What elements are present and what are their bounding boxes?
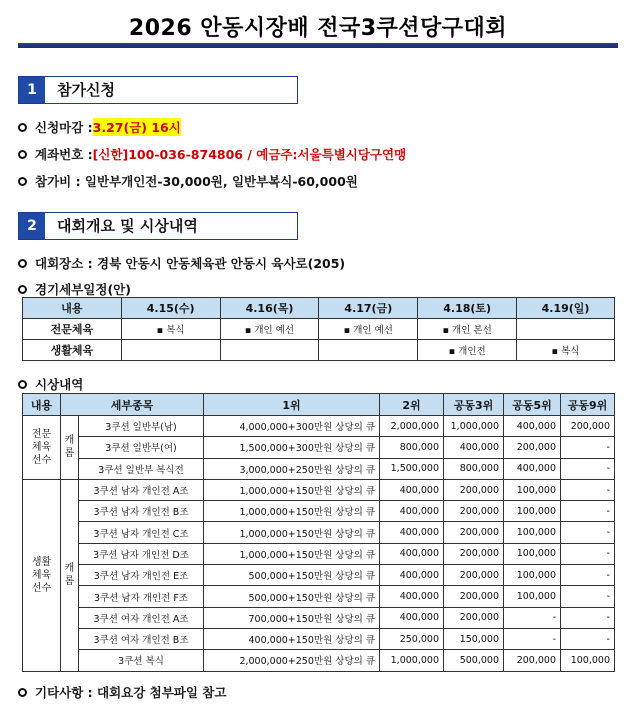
awards-first: 1,000,000+150만원 상당의 큐 xyxy=(204,543,380,564)
awards-second: 400,000 xyxy=(380,607,444,628)
awards-row xyxy=(23,543,615,564)
awards-sub-label xyxy=(61,479,79,671)
awards-ninth: - xyxy=(561,543,615,564)
schedule-row xyxy=(23,340,615,361)
schedule-cell xyxy=(121,340,220,361)
awards-third: 500,000 xyxy=(444,650,504,671)
schedule-label-line xyxy=(18,280,131,298)
schedule-row xyxy=(23,319,615,340)
awards-group-label-line: 체육 xyxy=(31,441,52,453)
section-2-header xyxy=(18,212,298,240)
schedule-row-label: 전문체육 xyxy=(23,319,122,340)
deadline-label: 신청마감 : xyxy=(35,120,93,135)
section-2-number: 2 xyxy=(19,213,45,239)
circle-bullet-icon xyxy=(18,150,27,159)
awards-third: 200,000 xyxy=(444,479,504,500)
awards-ninth: 200,000 xyxy=(561,416,615,437)
awards-sub-label xyxy=(61,416,79,480)
awards-ninth: - xyxy=(561,437,615,458)
schedule-header-cell: 4.18(토) xyxy=(418,298,517,319)
awards-fifth: 400,000 xyxy=(504,416,561,437)
awards-third: 200,000 xyxy=(444,522,504,543)
amateur-rows xyxy=(23,479,615,671)
schedule-header-row xyxy=(23,298,615,319)
awards-header-cell: 세부종목 xyxy=(61,394,204,416)
awards-third: 200,000 xyxy=(444,543,504,564)
circle-bullet-icon xyxy=(18,380,27,389)
awards-first: 700,000+150만원 상당의 큐 xyxy=(204,607,380,628)
schedule-header-cell: 4.16(목) xyxy=(220,298,319,319)
awards-event: 3쿠션 일반부 복식전 xyxy=(79,458,204,479)
awards-first: 1,000,000+150만원 상당의 큐 xyxy=(204,479,380,500)
deadline-line xyxy=(18,118,181,136)
awards-fifth: 200,000 xyxy=(504,437,561,458)
awards-ninth: - xyxy=(561,479,615,500)
awards-row xyxy=(23,458,615,479)
pro-rows xyxy=(23,416,615,480)
deadline-value: 3.27(금) 16시 xyxy=(92,120,181,135)
awards-event: 3쿠션 남자 개인전 A조 xyxy=(79,479,204,500)
awards-fifth: 100,000 xyxy=(504,565,561,586)
awards-header-cell: 공동3위 xyxy=(444,394,504,416)
schedule-header-cell: 4.15(수) xyxy=(121,298,220,319)
etc-line xyxy=(18,683,226,701)
awards-second: 2,000,000 xyxy=(380,416,444,437)
awards-event: 3쿠션 남자 개인전 C조 xyxy=(79,522,204,543)
awards-fifth: 100,000 xyxy=(504,543,561,564)
awards-event: 3쿠션 일반부(여) xyxy=(79,437,204,458)
awards-ninth: - xyxy=(561,458,615,479)
awards-second: 400,000 xyxy=(380,586,444,607)
schedule-label: 경기세부일정(안) xyxy=(35,282,131,297)
awards-third: 1,000,000 xyxy=(444,416,504,437)
schedule-cell: ▪ 개인 본선 xyxy=(418,319,517,340)
awards-group-label xyxy=(23,479,61,671)
awards-first: 400,000+150만원 상당의 큐 xyxy=(204,628,380,649)
awards-sub-label-char: 롬 xyxy=(64,576,75,588)
awards-first: 4,000,000+300만원 상당의 큐 xyxy=(204,416,380,437)
awards-second: 250,000 xyxy=(380,628,444,649)
venue-line xyxy=(18,254,345,272)
awards-ninth: - xyxy=(561,565,615,586)
schedule-header-cell: 4.17(금) xyxy=(319,298,418,319)
awards-second: 400,000 xyxy=(380,479,444,500)
schedule-header-cell: 내용 xyxy=(23,298,122,319)
awards-second: 400,000 xyxy=(380,565,444,586)
awards-sub-label-char: 롬 xyxy=(64,448,75,460)
awards-third: 800,000 xyxy=(444,458,504,479)
awards-header-cell: 2위 xyxy=(380,394,444,416)
schedule-table xyxy=(22,297,615,361)
awards-fifth: - xyxy=(504,607,561,628)
schedule-cell xyxy=(319,340,418,361)
awards-fifth: 200,000 xyxy=(504,650,561,671)
awards-second: 800,000 xyxy=(380,437,444,458)
circle-bullet-icon xyxy=(18,177,27,186)
schedule-cell xyxy=(517,319,615,340)
awards-second: 400,000 xyxy=(380,543,444,564)
awards-second: 400,000 xyxy=(380,522,444,543)
awards-group-label-line: 체육 xyxy=(31,569,52,581)
awards-group-label xyxy=(23,416,61,480)
awards-sub-label-char: 캐 xyxy=(64,563,75,575)
awards-row xyxy=(23,565,615,586)
fee-line xyxy=(18,172,358,190)
awards-first: 1,000,000+150만원 상당의 큐 xyxy=(204,501,380,522)
awards-first: 2,000,000+250만원 상당의 큐 xyxy=(204,650,380,671)
awards-first: 500,000+150만원 상당의 큐 xyxy=(204,586,380,607)
awards-ninth: - xyxy=(561,586,615,607)
awards-row xyxy=(23,501,615,522)
schedule-cell: ▪ 개인 예선 xyxy=(220,319,319,340)
awards-third: 200,000 xyxy=(444,565,504,586)
awards-row xyxy=(23,650,615,671)
schedule-cell xyxy=(220,340,319,361)
awards-row xyxy=(23,607,615,628)
schedule-cell: ▪ 개인전 xyxy=(418,340,517,361)
awards-group-label-line: 선수 xyxy=(31,582,52,594)
account-value: [신한]100-036-874806 / 예금주:서울특별시당구연맹 xyxy=(92,147,407,162)
schedule-cell: ▪ 복식 xyxy=(121,319,220,340)
circle-bullet-icon xyxy=(18,285,27,294)
awards-sub-label-char: 캐 xyxy=(64,435,75,447)
awards-third: 200,000 xyxy=(444,501,504,522)
awards-ninth: 100,000 xyxy=(561,650,615,671)
title-underline xyxy=(18,43,618,48)
awards-event: 3쿠션 여자 개인전 A조 xyxy=(79,607,204,628)
awards-row xyxy=(23,522,615,543)
section-1-title: 참가신청 xyxy=(45,77,297,103)
awards-fifth: - xyxy=(504,628,561,649)
awards-group-label-line: 전문 xyxy=(31,428,52,440)
awards-first: 500,000+150만원 상당의 큐 xyxy=(204,565,380,586)
circle-bullet-icon xyxy=(18,123,27,132)
account-label: 계좌번호 : xyxy=(35,147,93,162)
awards-group-label-line: 생활 xyxy=(31,556,52,568)
awards-fifth: 100,000 xyxy=(504,522,561,543)
awards-fifth: 100,000 xyxy=(504,479,561,500)
awards-second: 400,000 xyxy=(380,501,444,522)
schedule-row-label: 생활체육 xyxy=(23,340,122,361)
awards-label-line xyxy=(18,375,83,393)
schedule-header-cell: 4.19(일) xyxy=(517,298,615,319)
awards-row xyxy=(23,479,615,500)
circle-bullet-icon xyxy=(18,688,27,697)
awards-first: 3,000,000+250만원 상당의 큐 xyxy=(204,458,380,479)
account-line xyxy=(18,145,406,163)
awards-header-cell: 내용 xyxy=(23,394,61,416)
page-title: 2026 안동시장배 전국3쿠션당구대회 xyxy=(128,16,508,41)
awards-row xyxy=(23,416,615,437)
awards-label: 시상내역 xyxy=(35,377,84,392)
awards-table xyxy=(22,393,615,672)
awards-event: 3쿠션 남자 개인전 B조 xyxy=(79,501,204,522)
awards-second: 1,500,000 xyxy=(380,458,444,479)
schedule-cell: ▪ 복식 xyxy=(517,340,615,361)
awards-event: 3쿠션 일반부(남) xyxy=(79,416,204,437)
awards-ninth: - xyxy=(561,501,615,522)
awards-fifth: 100,000 xyxy=(504,501,561,522)
awards-header-cell: 공동5위 xyxy=(504,394,561,416)
awards-header-row xyxy=(23,394,615,416)
awards-event: 3쿠션 여자 개인전 B조 xyxy=(79,628,204,649)
awards-row xyxy=(23,586,615,607)
awards-event: 3쿠션 남자 개인전 F조 xyxy=(79,586,204,607)
awards-header-cell: 1위 xyxy=(204,394,380,416)
awards-fifth: 100,000 xyxy=(504,586,561,607)
awards-third: 200,000 xyxy=(444,607,504,628)
awards-third: 150,000 xyxy=(444,628,504,649)
awards-row xyxy=(23,437,615,458)
awards-third: 200,000 xyxy=(444,586,504,607)
awards-group-label-line: 선수 xyxy=(31,454,52,466)
awards-event: 3쿠션 복식 xyxy=(79,650,204,671)
awards-ninth: - xyxy=(561,607,615,628)
awards-fifth: 400,000 xyxy=(504,458,561,479)
section-1-header xyxy=(18,76,298,104)
awards-first: 1,500,000+300만원 상당의 큐 xyxy=(204,437,380,458)
circle-bullet-icon xyxy=(18,259,27,268)
fee-text: 참가비 : 일반부개인전-30,000원, 일반부복식-60,000원 xyxy=(35,174,358,189)
awards-event: 3쿠션 남자 개인전 E조 xyxy=(79,565,204,586)
etc-text: 기타사항 : 대회요강 첨부파일 참고 xyxy=(35,685,227,700)
awards-second: 1,000,000 xyxy=(380,650,444,671)
schedule-cell: ▪ 개인 예선 xyxy=(319,319,418,340)
awards-header-cell: 공동9위 xyxy=(561,394,615,416)
section-2-title: 대회개요 및 시상내역 xyxy=(45,213,297,239)
awards-first: 1,000,000+150만원 상당의 큐 xyxy=(204,522,380,543)
awards-ninth: - xyxy=(561,628,615,649)
venue-text: 대회장소 : 경북 안동시 안동체육관 안동시 육사로(205) xyxy=(35,256,346,271)
awards-third: 400,000 xyxy=(444,437,504,458)
awards-row xyxy=(23,628,615,649)
awards-event: 3쿠션 남자 개인전 D조 xyxy=(79,543,204,564)
title-block xyxy=(18,8,618,48)
awards-ninth: - xyxy=(561,522,615,543)
section-1-number: 1 xyxy=(19,77,45,103)
